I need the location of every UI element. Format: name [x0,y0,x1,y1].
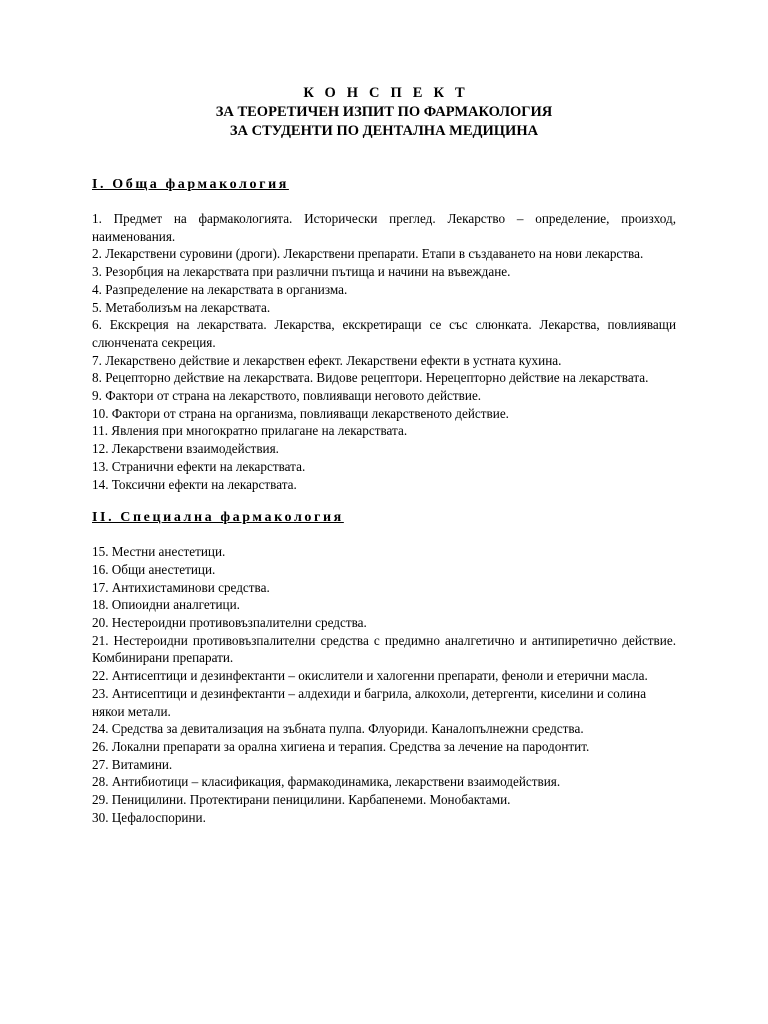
section-heading: I. Обща фармакология [92,177,289,192]
topic-item: 5. Метаболизъм на лекарствата. [92,299,271,315]
topic-list [92,210,676,493]
topic-item: 11. Явления при многократно прилагане на лекарствата. [92,423,408,439]
topic-item: 28. Антибиотици – класификация, фармакодинамика, лекарствени взаимодействия. [92,774,561,790]
topic-item: 14. Токсични ефекти на лекарствата. [92,476,297,492]
topic-item: 21. Нестероидни противовъзпалителни средства с предимно аналгетично и антипиретично действие. Комбинирани препарати. [92,632,676,666]
topic-item: 18. Опиоидни аналгетици. [92,597,240,613]
section-special-pharmacology [92,509,676,826]
topic-item: 20. Нестероидни противовъзпалителни средства. [92,615,367,631]
topic-item: 22. Антисептици и дезинфектанти – окислители и халогенни препарати, феноли и етерични масла. [92,668,648,684]
document-page [92,84,676,827]
topic-item: 9. Фактори от страна на лекарството, повлияващи неговото действие. [92,388,482,404]
section-heading: II. Специална фармакология [92,510,344,526]
topic-item: 13. Странични ефекти на лекарствата. [92,458,306,474]
topic-item: 26. Локални препарати за орална хигиена и терапия. Средства за лечение на пародонтит. [92,738,590,754]
topic-item: 3. Резорбция на лекарствата при различни пътища и начини на въвеждане. [92,264,511,280]
topic-item: 4. Разпределение на лекарствата в организма. [92,281,348,297]
topic-item: 2. Лекарствени суровини (дроги). Лекарствени препарати. Етапи в създаването на нови лекарства. [92,246,644,262]
topic-item: 17. Антихистаминови средства. [92,579,270,595]
topic-item: 24. Средства за девитализация на зъбната пулпа. Флуориди. Каналопълнежни средства. [92,721,584,737]
title-block [92,84,676,141]
document-subtitle-line-1: ЗА ТЕОРЕТИЧЕН ИЗПИТ ПО ФАРМАКОЛОГИЯ [215,104,553,120]
topic-item: 29. Пеницилини. Протектирани пеницилини. Карбапенеми. Монобактами. [92,792,511,808]
topic-item: 23. Антисептици и дезинфектанти – алдехиди и багрила, алкохоли, детергенти, киселини и солина някои метали. [92,685,647,719]
document-title: КОНСПЕКТ [303,85,476,101]
topic-item: 16. Общи анестетици. [92,561,216,577]
topic-item: 12. Лекарствени взаимодействия. [92,441,279,457]
topic-item: 10. Фактори от страна на организма, повлияващи лекарственото действие. [92,405,509,421]
topic-item: 30. Цефалоспорини. [92,809,206,825]
topic-item: 8. Рецепторно действие на лекарствата. Видове рецептори. Нерецепторно действие на лекарствата. [92,370,649,386]
topic-item: 6. Екскреция на лекарствата. Лекарства, екскретиращи се със слюнката. Лекарства, повлияващи слюнчената секреция. [92,317,676,350]
topic-item: 27. Витамини. [92,756,173,772]
section-general-pharmacology [92,176,676,493]
document-subtitle-line-2: ЗА СТУДЕНТИ ПО ДЕНТАЛНА МЕДИЦИНА [229,123,539,139]
topic-item: 15. Местни анестетици. [92,544,226,560]
topic-item: 1. Предмет на фармакологията. Исторически преглед. Лекарство – определение, произход, наименования. [92,211,676,244]
topic-list [92,543,676,826]
topic-item: 7. Лекарствено действие и лекарствен ефект. Лекарствени ефекти в устната кухина. [92,352,562,368]
